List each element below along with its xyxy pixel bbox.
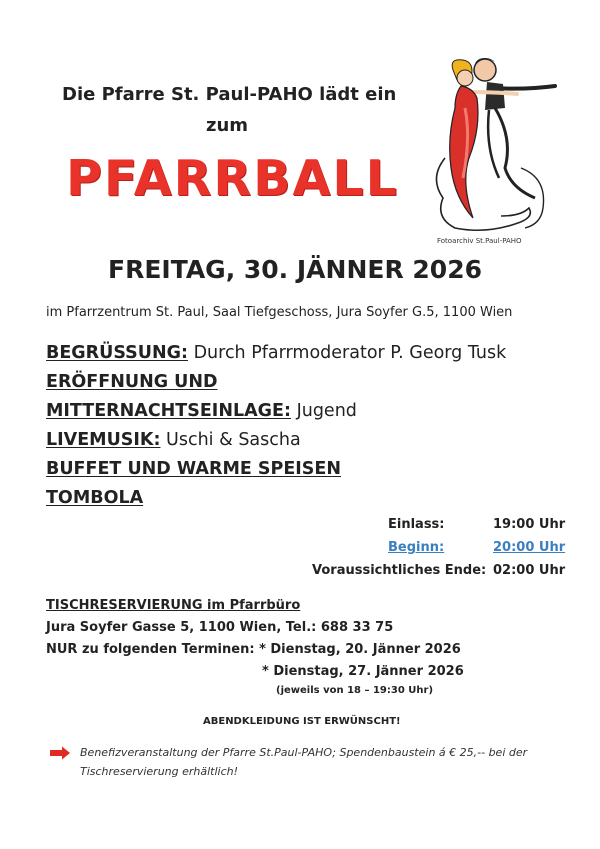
mitternacht-label: MITTERNACHTSEINLAGE: xyxy=(46,401,291,421)
event-title: PFARRBALL xyxy=(66,150,399,207)
program-eroeffnung xyxy=(46,372,218,392)
program-tombola xyxy=(46,488,143,508)
benefit-note-line-2: Tischreservierung erhältlich! xyxy=(80,765,239,778)
ende-label: Voraussichtliches Ende: xyxy=(312,563,487,578)
program-livemusik xyxy=(46,430,301,450)
dancing-couple-illustration xyxy=(425,48,565,236)
begruessung-text: Durch Pfarrmoderator P. Georg Tusk xyxy=(193,343,507,363)
invitation-zum: zum xyxy=(206,115,249,136)
reservation-term-2: * Dienstag, 27. Jänner 2026 xyxy=(262,664,464,679)
benefit-note-line-1: Benefizveranstaltung der Pfarre St.Paul-PAHO; Spendenbaustein á € 25,-- bei der xyxy=(80,746,528,759)
tombola-label: TOMBOLA xyxy=(46,488,144,508)
program-mitternacht xyxy=(46,401,357,421)
livemusik-text: Uschi & Sascha xyxy=(166,430,301,450)
livemusik-label: LIVEMUSIK: xyxy=(46,430,161,450)
reservation-heading: TISCHRESERVIERUNG im Pfarrbüro xyxy=(46,598,301,613)
einlass-label: Einlass: xyxy=(388,517,445,532)
reservation-term-1: NUR zu folgenden Terminen: * Dienstag, 20. Jänner 2026 xyxy=(46,642,461,657)
photo-caption: Fotoarchiv St.Paul-PAHO xyxy=(437,237,522,245)
right-arrow-icon xyxy=(49,746,71,760)
program-buffet xyxy=(46,459,341,479)
event-date: FREITAG, 30. JÄNNER 2026 xyxy=(108,255,482,284)
einlass-time: 19:00 Uhr xyxy=(493,517,566,532)
beginn-time: 20:00 Uhr xyxy=(493,540,566,555)
reservation-hours: (jeweils von 18 – 19:30 Uhr) xyxy=(276,685,434,696)
buffet-label: BUFFET UND WARME SPEISEN xyxy=(46,459,342,479)
mitternacht-text: Jugend xyxy=(296,401,357,421)
eroeffnung-label: ERÖFFNUNG UND xyxy=(46,372,218,392)
event-venue: im Pfarrzentrum St. Paul, Saal Tiefgeschoss, Jura Soyfer G.5, 1100 Wien xyxy=(46,305,513,320)
invitation-intro: Die Pfarre St. Paul-PAHO lädt ein xyxy=(62,84,397,105)
ende-time: 02:00 Uhr xyxy=(493,563,566,578)
reservation-address: Jura Soyfer Gasse 5, 1100 Wien, Tel.: 688 33 75 xyxy=(46,620,394,635)
beginn-label: Beginn: xyxy=(388,540,445,555)
begruessung-label: BEGRÜSSUNG: xyxy=(46,343,188,363)
dress-code: ABENDKLEIDUNG IST ERWÜNSCHT! xyxy=(203,716,401,727)
program-begruessung xyxy=(46,343,506,363)
